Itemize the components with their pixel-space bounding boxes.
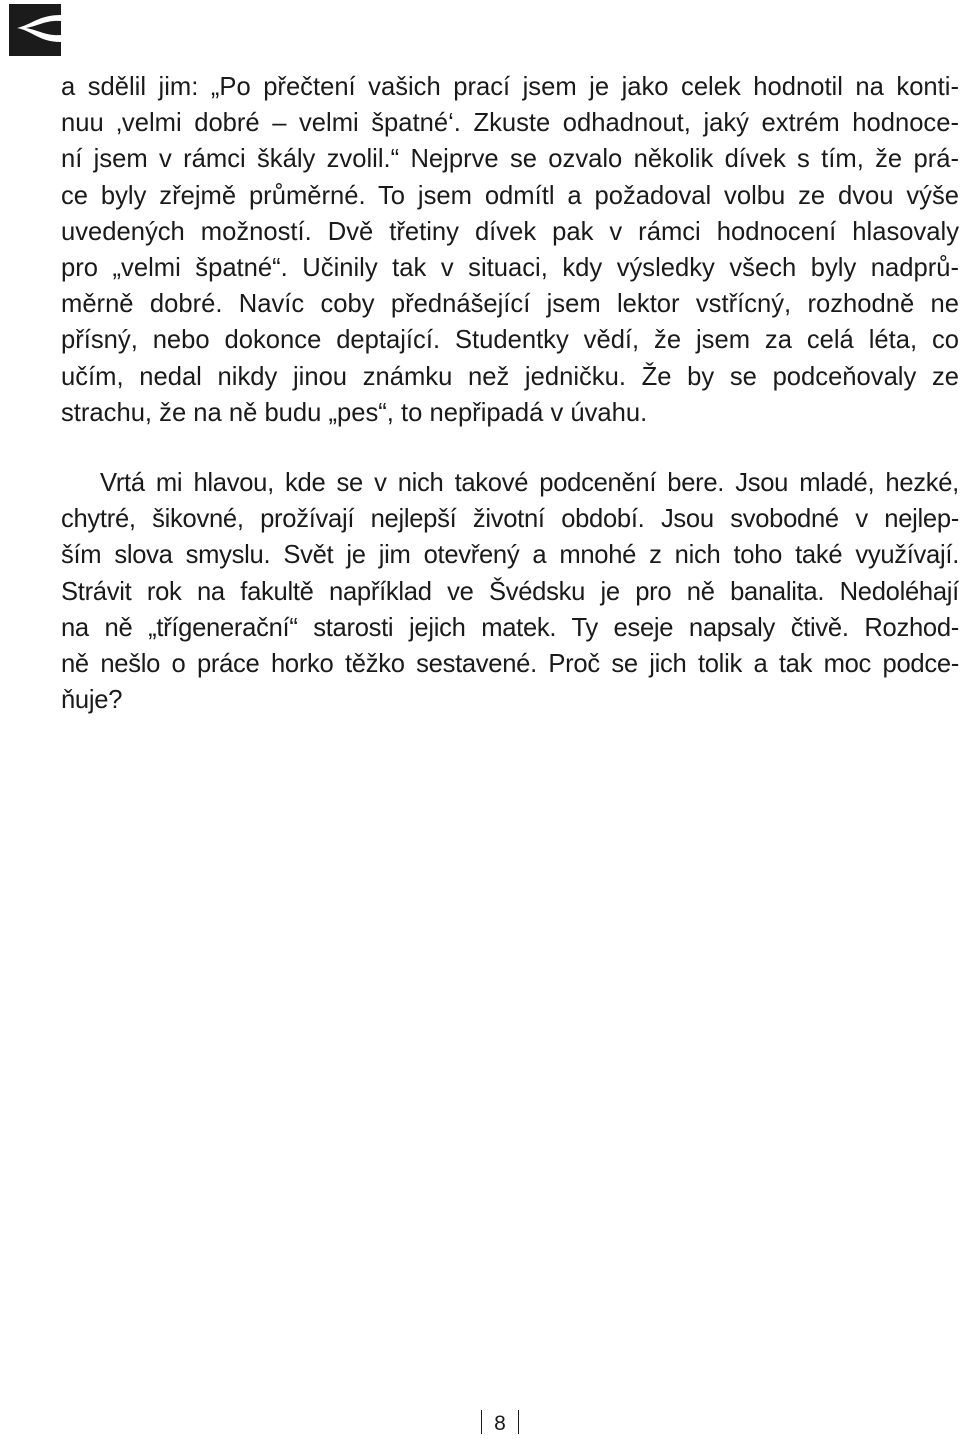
publisher-logo-icon xyxy=(9,4,61,56)
text-line: pro „velmi špatné“. Učinily tak v situaci, kdy výsledky všech byly nadprů- xyxy=(61,253,959,282)
text-line: a sdělil jim: „Po přečtení vašich prací jsem je jako celek hodnotil na konti- xyxy=(61,73,959,101)
text-line: Strávit rok na fakultě například ve Švédsku je pro ně banalita. Nedoléhají xyxy=(61,577,959,606)
text-line: nuu ‚velmi dobré – velmi špatné‘. Zkuste odhadnout, jaký extrém hodnoce- xyxy=(61,109,959,138)
text-line: ní jsem v rámci škály zvolil.“ Nejprve se ozvalo několik dívek s tím, že prá- xyxy=(61,145,959,174)
text-line: učím, nedal nikdy jinou známku než jedničku. Že by se podceňovaly ze xyxy=(61,362,959,391)
text-line: měrně dobré. Navíc coby přednášející jsem lektor vstřícný, rozhodně ne xyxy=(61,290,959,319)
page-number: 8 xyxy=(494,1412,506,1435)
text-line: ším slova smyslu. Svět je jim otevřený a mnohé z nich toho také využívají. xyxy=(61,541,959,570)
divider xyxy=(481,1410,483,1434)
text-line: chytré, šikovné, prožívají nejlepší životní období. Jsou svobodné v nejlep- xyxy=(61,505,959,534)
paragraph-1 xyxy=(61,69,959,431)
page-number-footer xyxy=(0,1411,960,1437)
text-line: strachu, že na ně budu „pes“, to nepřipadá v úvahu. xyxy=(61,398,648,427)
text-line: Vrtá mi hlavou, kde se v nich takové podcenění bere. Jsou mladé, hezké, xyxy=(100,469,959,497)
text-line: uvedených možností. Dvě třetiny dívek pak v rámci hodnocení hlasovaly xyxy=(61,217,959,246)
text-line: ce byly zřejmě průměrné. To jsem odmítl a požadoval volbu ze dvou výše xyxy=(61,181,959,210)
divider xyxy=(518,1410,520,1434)
text-line: ňuje? xyxy=(61,686,123,715)
text-line: na ně „třígenerační“ starosti jejich matek. Ty eseje napsaly čtivě. Rozhod- xyxy=(61,613,959,642)
paragraph-2 xyxy=(61,465,959,718)
text-line: ně nešlo o práce horko těžko sestavené. Proč se jich tolik a tak moc podce- xyxy=(61,649,959,678)
text-line: přísný, nebo dokonce deptající. Studentky vědí, že jsem za celá léta, co xyxy=(61,326,959,355)
